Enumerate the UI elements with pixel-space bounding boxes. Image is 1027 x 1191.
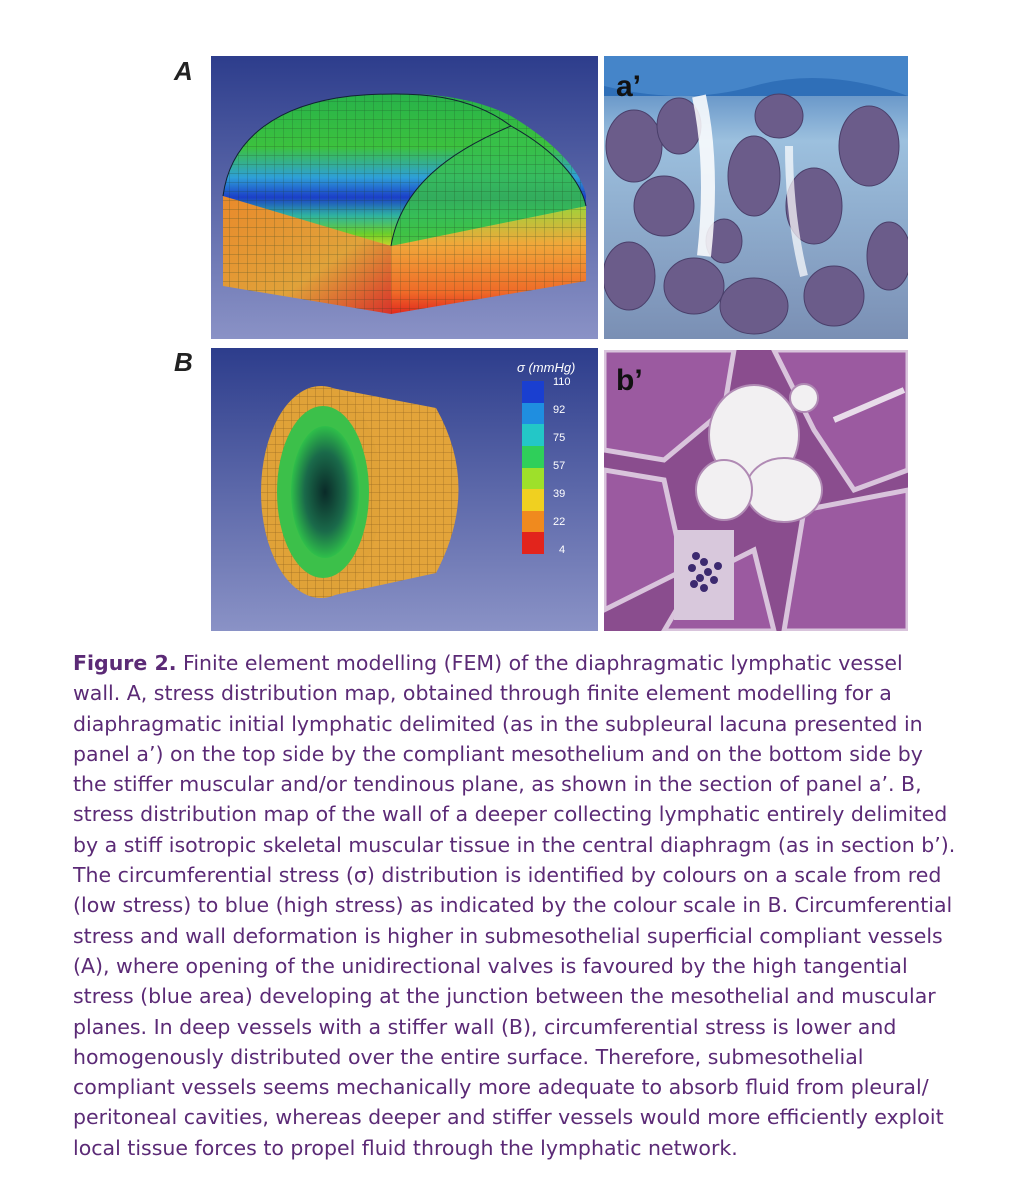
scale-tick-57: 57	[553, 460, 566, 472]
panel-label-a-prime: a’	[616, 70, 642, 103]
caption-line-7: by a stiff isotropic skeletal muscular tissue in the central diaphragm (as in section b’).	[73, 832, 956, 857]
colour-scale-segment	[522, 424, 544, 446]
caption-line-4: panel a’) on the top side by the compliant mesothelium and on the bottom side by	[73, 741, 923, 766]
caption-line-2: wall. A, stress distribution map, obtained through finite element modelling for a	[73, 681, 892, 706]
scale-tick-110: 110	[553, 376, 571, 388]
histology-b-prime-image	[604, 350, 908, 631]
caption-line-14: homogenously distributed over the entire surface. Therefore, submesothelial	[73, 1044, 864, 1069]
colour-scale-segment	[522, 446, 544, 468]
colour-scale-segment	[522, 468, 544, 490]
colour-scale-title: σ (mmHg)	[517, 360, 576, 375]
caption-line-1	[73, 648, 1013, 678]
colour-scale-segment	[522, 381, 544, 403]
scale-tick-22: 22	[553, 516, 566, 528]
caption-line-10: stress and wall deformation is higher in submesothelial superficial compliant vessels	[73, 923, 943, 948]
panel-label-a: A	[174, 56, 193, 86]
caption-line-15: compliant vessels seems mechanically more adequate to absorb fluid from pleural/	[73, 1075, 929, 1100]
colour-scale-segment	[522, 511, 544, 533]
scale-tick-39: 39	[553, 488, 566, 500]
panel-label-b: B	[174, 347, 193, 377]
fem-model-b-image	[211, 348, 598, 631]
caption-line-13: planes. In deep vessels with a stiffer wall (B), circumferential stress is lower and	[73, 1014, 897, 1039]
caption-line-12: stress (blue area) developing at the junction between the mesothelial and muscular	[73, 984, 936, 1009]
scale-tick-4: 4	[559, 544, 566, 556]
panel-label-b-prime: b’	[616, 364, 643, 397]
colour-scale-segment	[522, 403, 544, 425]
colour-scale-segment	[522, 489, 544, 511]
scale-tick-92: 92	[553, 404, 566, 416]
caption-line-11: (A), where opening of the unidirectional valves is favoured by the high tangential	[73, 953, 908, 978]
colour-scale-bar	[522, 381, 544, 554]
caption-line-8: The circumferential stress (σ) distribution is identified by colours on a scale from red	[73, 863, 942, 888]
scale-tick-75: 75	[553, 432, 566, 444]
caption-line-6: stress distribution map of the wall of a deeper collecting lymphatic entirely delimited	[73, 802, 948, 827]
caption-line-1-text: Finite element modelling (FEM) of the diaphragmatic lymphatic vessel	[176, 651, 903, 675]
caption-line-9: (low stress) to blue (high stress) as indicated by the colour scale in B. Circumferential	[73, 893, 953, 918]
caption-line-17: local tissue forces to propel fluid through the lymphatic network.	[73, 1135, 738, 1160]
fem-model-a-image	[211, 56, 598, 339]
caption-line-3: diaphragmatic initial lymphatic delimited (as in the subpleural lacuna presented in	[73, 711, 923, 736]
histology-a-prime-image	[604, 56, 908, 339]
caption-line-5: the stiffer muscular and/or tendinous plane, as shown in the section of panel a’. B,	[73, 772, 922, 797]
caption-line-16: peritoneal cavities, whereas deeper and stiffer vessels would more efficiently exploit	[73, 1105, 944, 1130]
figure-label: Figure 2.	[73, 651, 177, 675]
colour-scale-segment	[522, 532, 544, 554]
figure-caption	[73, 648, 1013, 1163]
